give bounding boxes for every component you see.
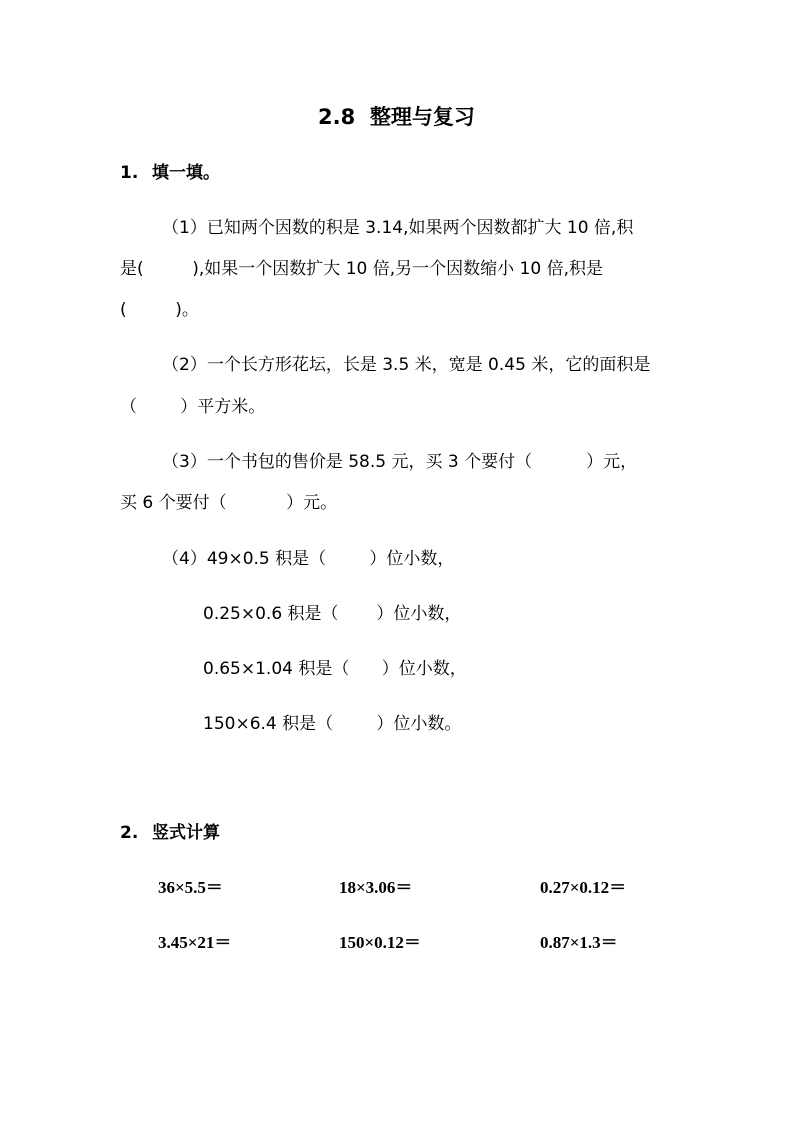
- question-4-line-1: （4）49×0.5 积是（ ）位小数，: [162, 549, 455, 569]
- question-2-line-2: （ ）平方米。: [120, 397, 266, 417]
- page-title: 2.8 整理与复习: [318, 105, 475, 129]
- question-3-line-2: 买 6 个要付（ ）元。: [120, 493, 338, 513]
- question-1-line-2: 是( ),如果一个因数扩大 10 倍,另一个因数缩小 10 倍,积是: [120, 259, 603, 279]
- calc-item: 18×3.06＝: [339, 878, 413, 897]
- question-1-line-3: ( )。: [120, 300, 199, 320]
- question-2-line-1: （2）一个长方形花坛，长是 3.5 米，宽是 0.45 米，它的面积是: [162, 355, 651, 375]
- question-4-line-3: 0.65×1.04 积是（ ）位小数，: [203, 659, 467, 679]
- question-3-line-1: （3）一个书包的售价是 58.5 元，买 3 个要付（ ）元，: [162, 452, 638, 472]
- section-1-heading: 填一填。: [152, 163, 220, 183]
- calc-item: 0.27×0.12＝: [540, 878, 627, 897]
- calc-item: 3.45×21＝: [158, 933, 232, 952]
- calc-item: 150×0.12＝: [339, 933, 421, 952]
- section-1-number: 1.: [120, 163, 139, 183]
- question-4-line-2: 0.25×0.6 积是（ ）位小数，: [203, 604, 462, 624]
- question-1-line-1: （1）已知两个因数的积是 3.14,如果两个因数都扩大 10 倍,积: [162, 218, 634, 238]
- question-4-line-4: 150×6.4 积是（ ）位小数。: [203, 714, 462, 734]
- calc-item: 36×5.5＝: [158, 878, 223, 897]
- section-2-heading: 竖式计算: [152, 823, 220, 843]
- section-2-number: 2.: [120, 823, 139, 843]
- calc-item: 0.87×1.3＝: [540, 933, 618, 952]
